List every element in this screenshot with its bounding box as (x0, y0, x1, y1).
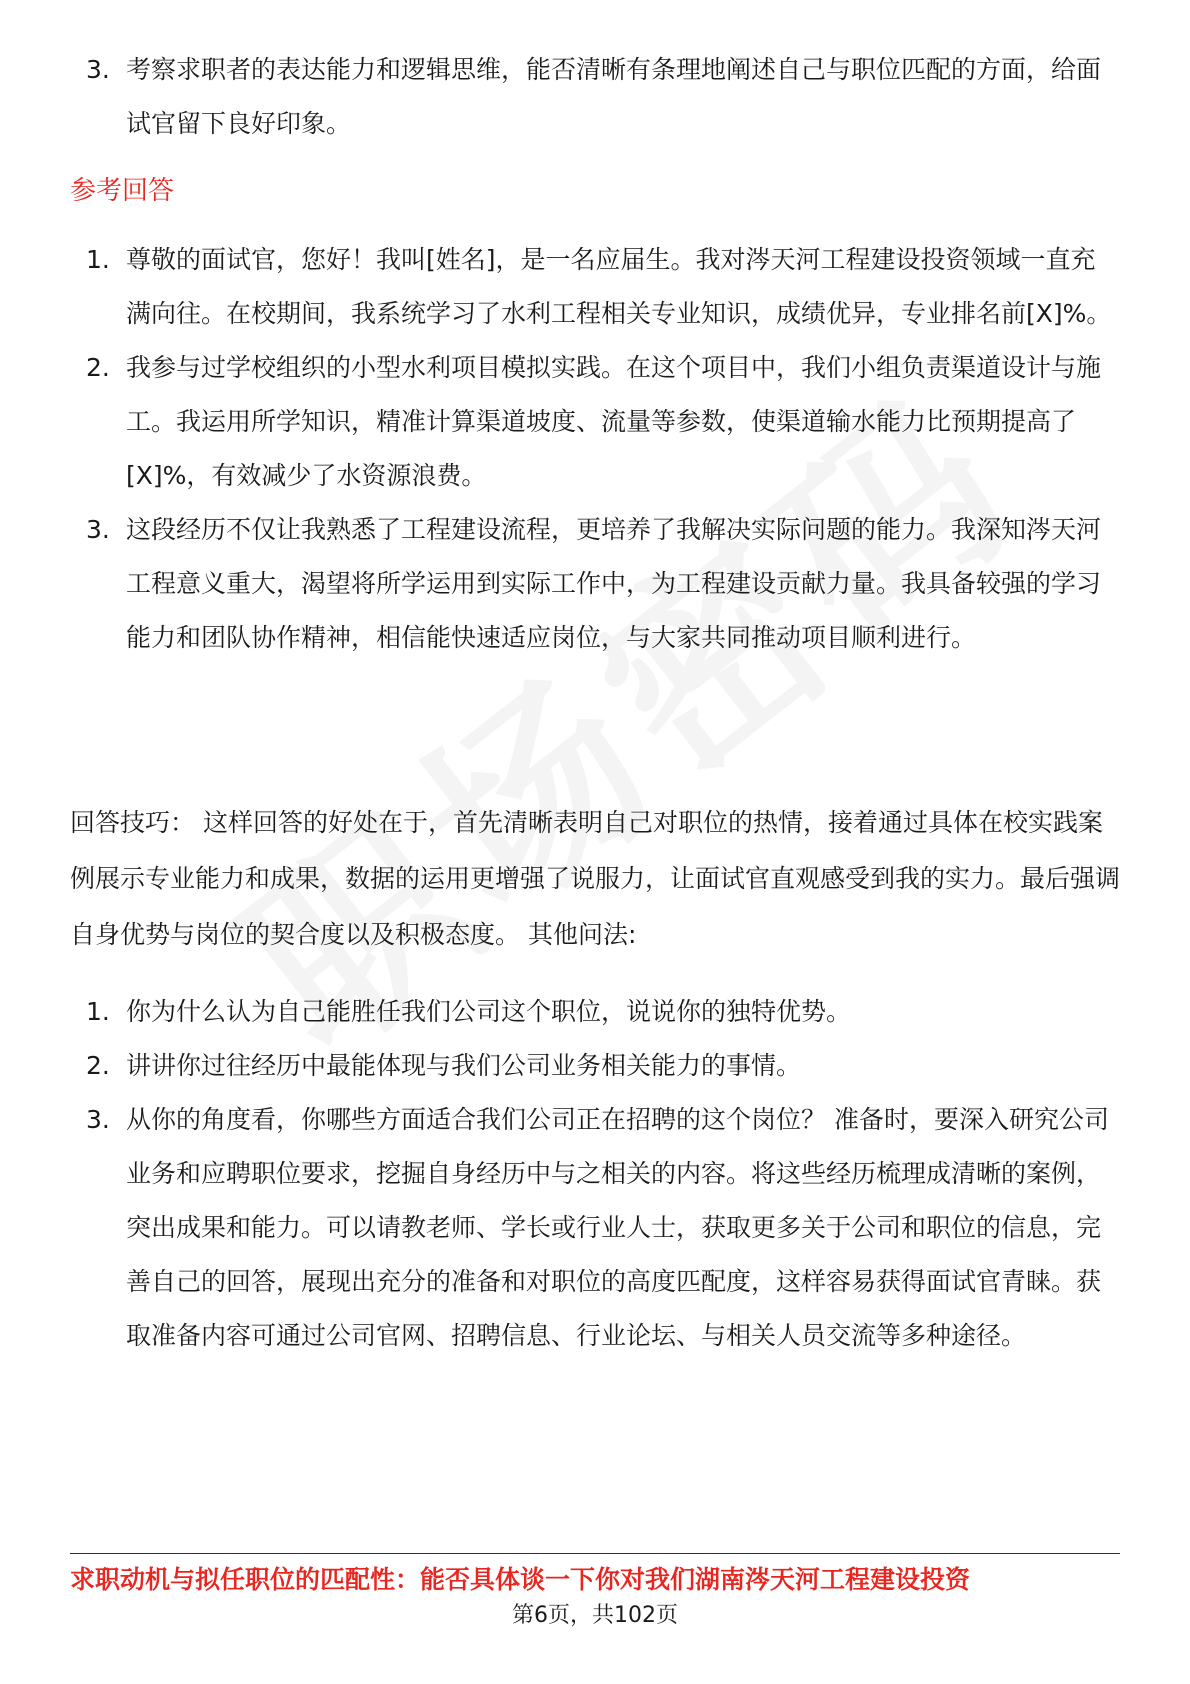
list-item (70, 1093, 1120, 1363)
other-questions-list (70, 985, 1120, 1363)
list-item (70, 233, 1120, 341)
list-item-text: 尊敬的面试官，您好！我叫[姓名]，是一名应届生。我对涔天河工程建设投资领域一直充满向往。在校期间，我系统学习了水利工程相关专业知识，成绩优异，专业排名前[X]%。 (126, 245, 1112, 328)
list-item-number: 2. (86, 1051, 110, 1080)
list-item-text: 从你的角度看，你哪些方面适合我们公司正在招聘的这个岗位？ 准备时，要深入研究公司业务和应聘职位要求，挖掘自身经历中与之相关的内容。将这些经历梳理成清晰的案例，突出成果和能力。可以请教老师、学长或行业人士，获取更多关于公司和职位的信息，完善自己的回答，展现出充分的准备和对职位的高度匹配度，这样容易获得面试官青睐。获取准备内容可通过公司官网、招聘信息、行业论坛、与相关人员交流等多种途径。 (126, 1105, 1109, 1350)
list-item (70, 341, 1120, 503)
list-item-number: 3. (86, 55, 110, 84)
footer-section-title: 求职动机与拟任职位的匹配性：能否具体谈一下你对我们湖南涔天河工程建设投资 (70, 1565, 971, 1594)
list-item-text: 这段经历不仅让我熟悉了工程建设流程，更培养了我解决实际问题的能力。我深知涔天河工程意义重大，渴望将所学运用到实际工作中，为工程建设贡献力量。我具备较强的学习能力和团队协作精神，相信能快速适应岗位，与大家共同推动项目顺利进行。 (126, 515, 1102, 652)
intro-list (70, 43, 1120, 151)
list-item-text: 我参与过学校组织的小型水利项目模拟实践。在这个项目中，我们小组负责渠道设计与施工。我运用所学知识，精准计算渠道坡度、流量等参数，使渠道输水能力比预期提高了[X]%，有效减少了水资源浪费。 (126, 353, 1102, 490)
answer-list (70, 233, 1120, 665)
list-item-text: 讲讲你过往经历中最能体现与我们公司业务相关能力的事情。 (126, 1051, 802, 1080)
list-item-text: 考察求职者的表达能力和逻辑思维，能否清晰有条理地阐述自己与职位匹配的方面，给面试官留下良好印象。 (126, 55, 1102, 138)
list-item-number: 3. (86, 515, 110, 544)
list-item-number: 1. (86, 245, 110, 274)
section-heading: 参考回答 (70, 176, 175, 206)
list-item-text: 你为什么认为自己能胜任我们公司这个职位，说说你的独特优势。 (126, 997, 852, 1026)
list-item-number: 3. (86, 1105, 110, 1134)
footer-divider (70, 1553, 1120, 1554)
list-item-number: 1. (86, 997, 110, 1026)
tips-paragraph: 回答技巧： 这样回答的好处在于，首先清晰表明自己对职位的热情，接着通过具体在校实践案例展示专业能力和成果，数据的运用更增强了说服力，让面试官直观感受到我的实力。最后强调自身优势与岗位的契合度以及积极态度。 其他问法: (70, 808, 1121, 949)
page-number: 第6页，共102页 (512, 1603, 678, 1628)
list-item-number: 2. (86, 353, 110, 382)
list-item (70, 503, 1120, 665)
list-item (70, 1039, 1120, 1093)
list-item (70, 985, 1120, 1039)
list-item (70, 43, 1120, 151)
